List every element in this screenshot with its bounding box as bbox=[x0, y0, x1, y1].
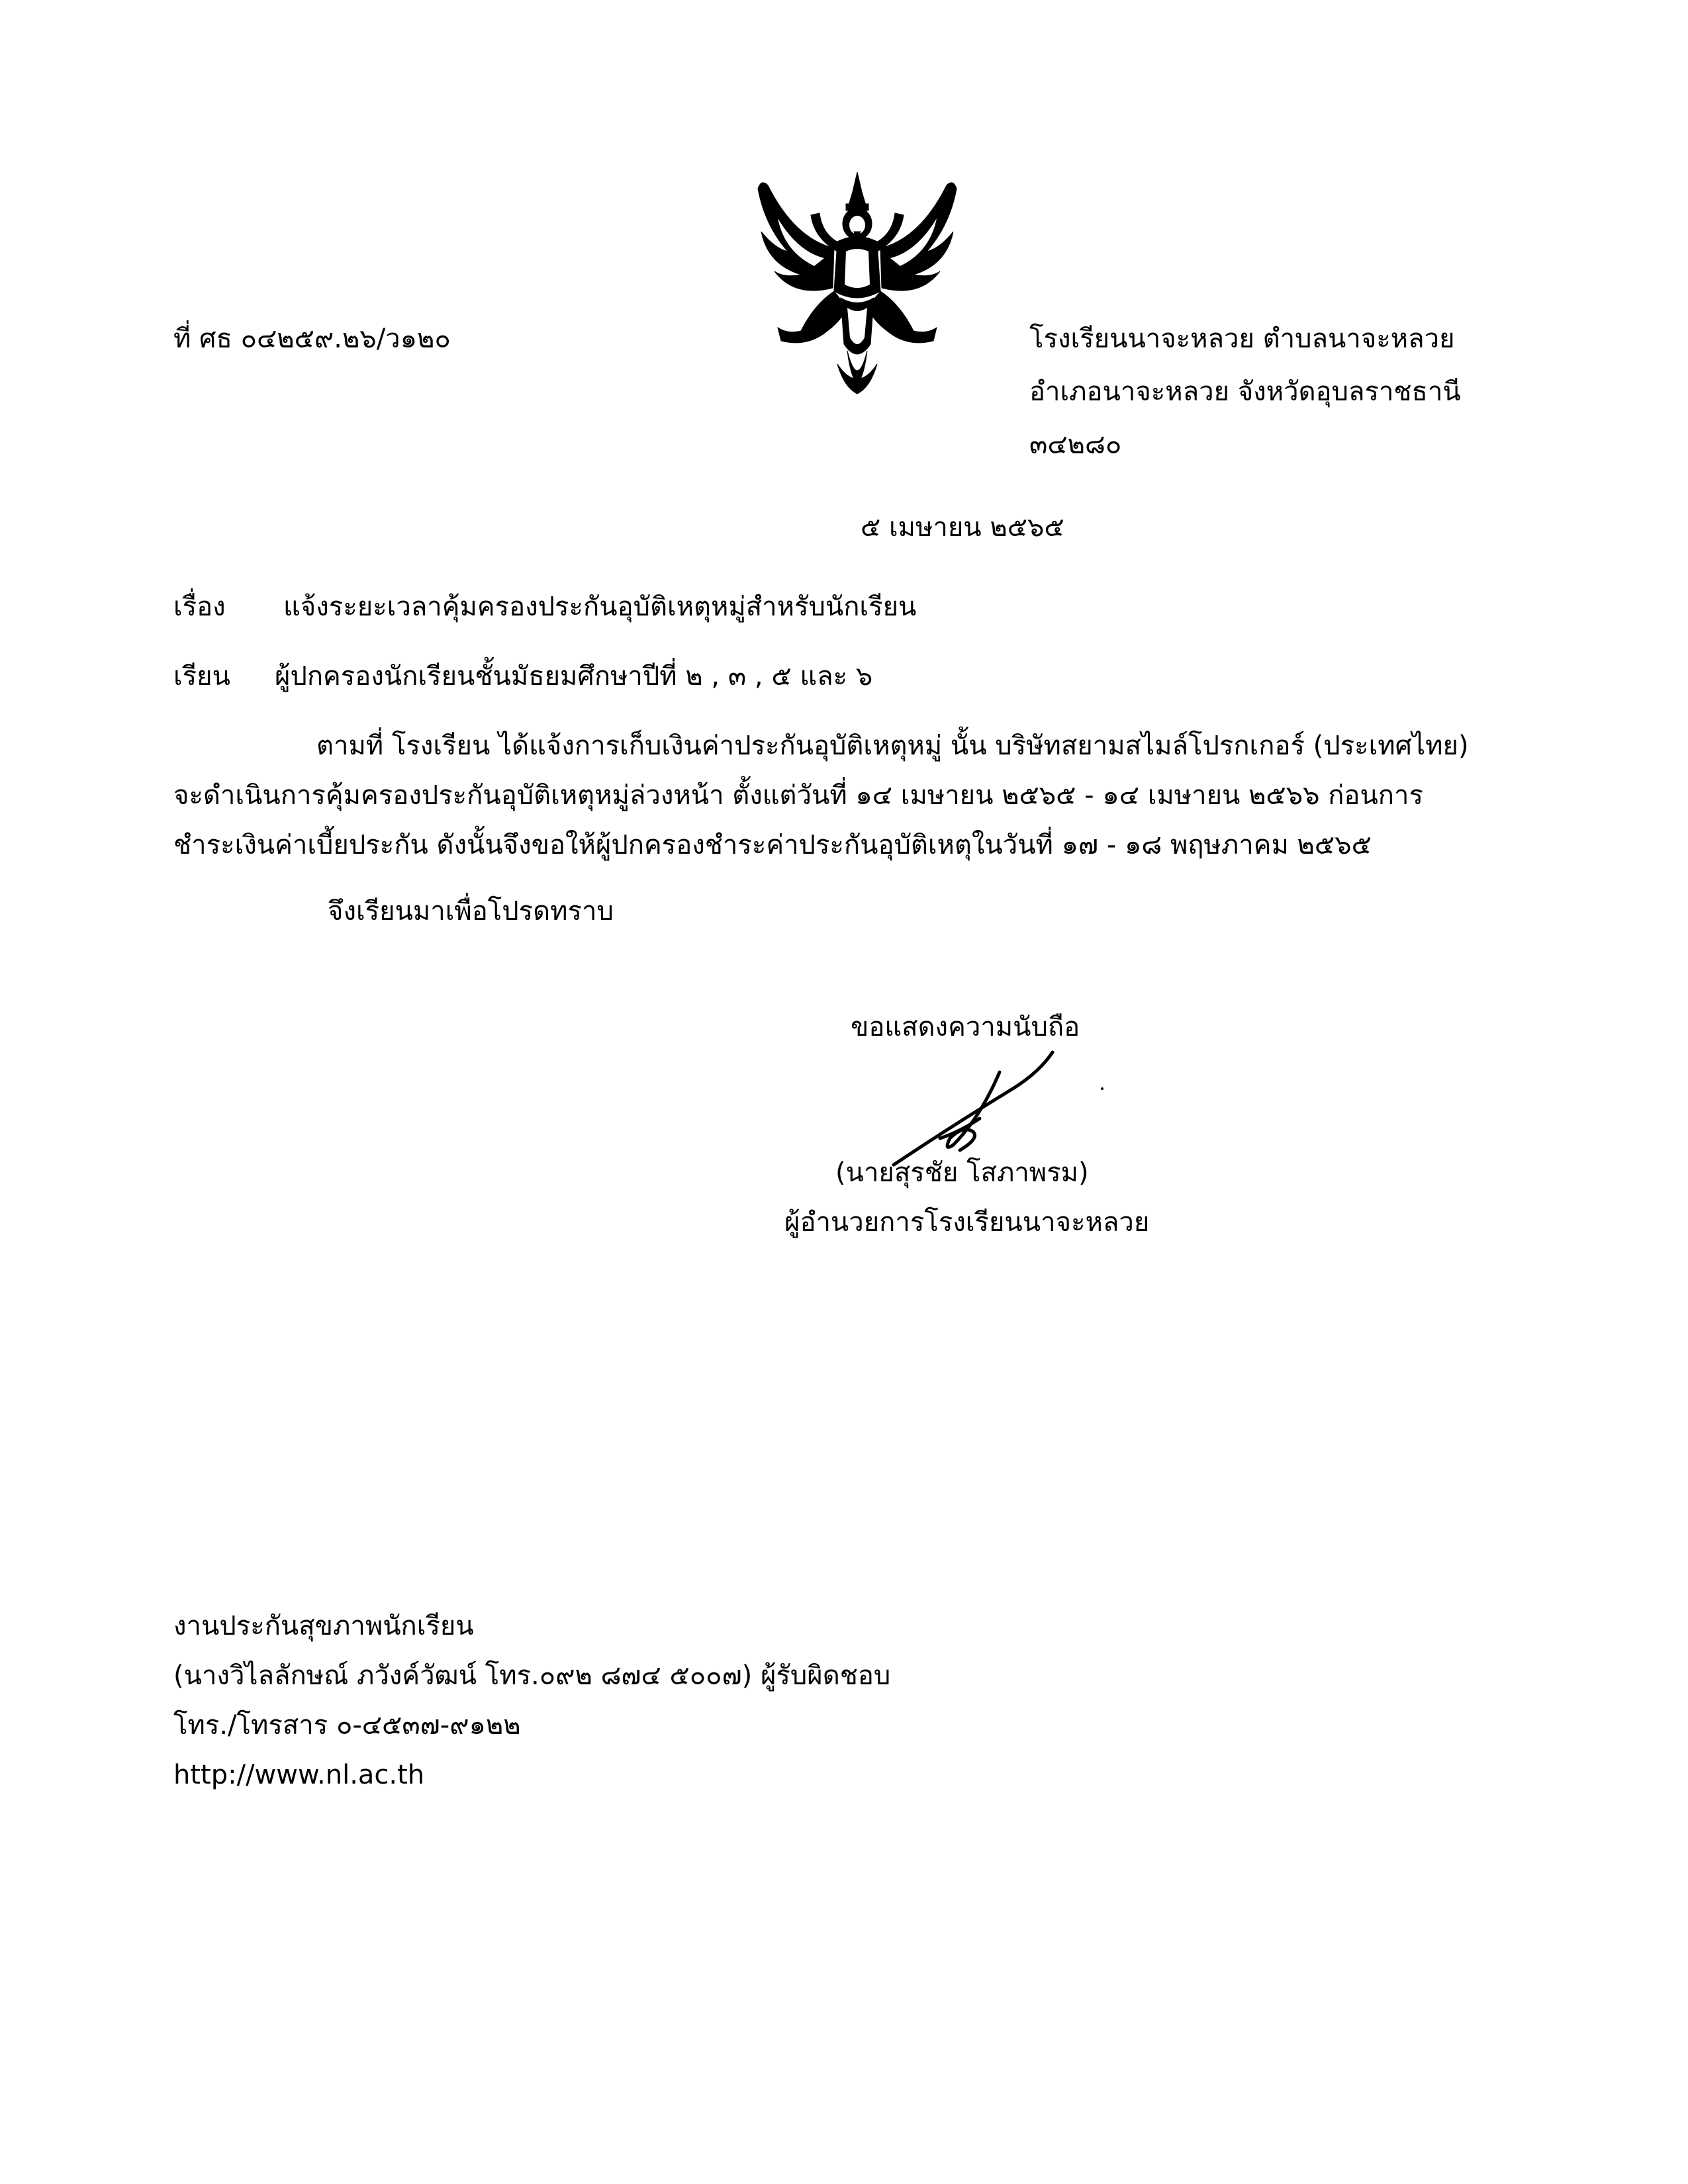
letter-date: ๕ เมษายน ๒๕๖๕ bbox=[861, 512, 1064, 543]
body-line-3: ชำระเงินค่าเบี้ยประกัน ดังนั้นจึงขอให้ผู้ปกครองชำระค่าประกันอุบัติเหตุในวันที่ ๑๗ - ๑๘ พฤษภาคม ๒๕๖๕ bbox=[173, 830, 1372, 860]
school-postcode: ๓๔๒๘๐ bbox=[1029, 430, 1122, 460]
signer-title: ผู้อำนวยการโรงเรียนนาจะหลวย bbox=[784, 1207, 1150, 1238]
school-address-line2: อำเภอนาจะหลวย จังหวัดอุบลราชธานี bbox=[1029, 377, 1461, 407]
contact-website-link[interactable]: http://www.nl.ac.th bbox=[173, 1760, 425, 1790]
recipient-text: ผู้ปกครองนักเรียนชั้นมัธยมศึกษาปีที่ ๒ , ๓ , ๕ และ ๖ bbox=[275, 661, 873, 692]
reference-number: ที่ ศธ ๐๔๒๕๙.๒๖/ว๑๒๐ bbox=[173, 324, 451, 354]
contact-person: (นางวิไลลักษณ์ ภวังค์วัฒน์ โทร.๐๙๒ ๘๗๔ ๕๐๐๗) ผู้รับผิดชอบ bbox=[173, 1661, 891, 1691]
school-address-line1: โรงเรียนนาจะหลวย ตำบลนาจะหลวย bbox=[1029, 324, 1455, 354]
closing-line: จึงเรียนมาเพื่อโปรดทราบ bbox=[328, 896, 614, 927]
garuda-emblem-icon bbox=[748, 165, 966, 397]
salutation: ขอแสดงความนับถือ bbox=[851, 1012, 1080, 1042]
body-line-2: จะดำเนินการคุ้มครองประกันอุบัติเหตุหมู่ล่วงหน้า ตั้งแต่วันที่ ๑๔ เมษายน ๒๕๖๕ - ๑๔ เมษายน ๒๕๖๖ ก่อนการ bbox=[173, 780, 1423, 811]
contact-phone-fax: โทร./โทรสาร ๐-๔๕๓๗-๙๑๒๒ bbox=[173, 1710, 521, 1741]
signer-name: (นายสุรชัย โสภาพรม) bbox=[835, 1158, 1089, 1188]
subject-label: เรื่อง bbox=[173, 592, 226, 622]
body-line-1: ตามที่ โรงเรียน ได้แจ้งการเก็บเงินค่าประกันอุบัติเหตุหมู่ นั้น บริษัทสยามสไมล์โปรกเกอร์ (ประเทศไทย) bbox=[316, 731, 1469, 761]
recipient-label: เรียน bbox=[173, 661, 230, 692]
contact-department: งานประกันสุขภาพนักเรียน bbox=[173, 1611, 474, 1641]
subject-text: แจ้งระยะเวลาคุ้มครองประกันอุบัติเหตุหมู่สำหรับนักเรียน bbox=[283, 592, 917, 622]
